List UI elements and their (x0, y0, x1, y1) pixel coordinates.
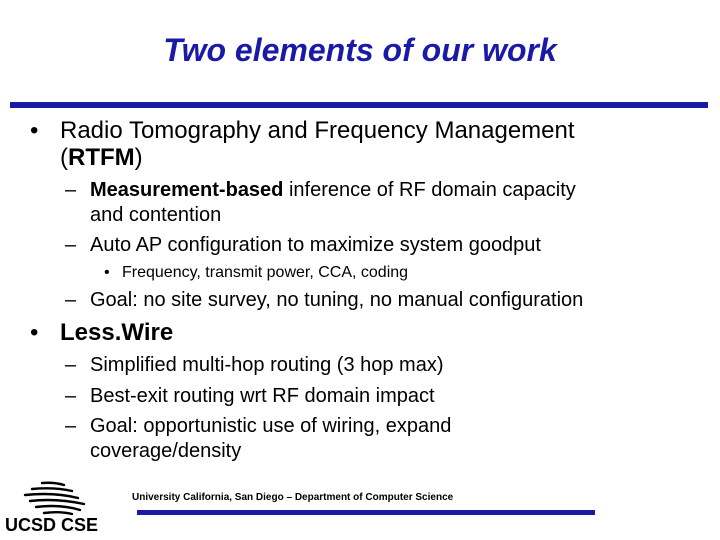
item1-subsub1: Frequency, transmit power, CCA, coding (122, 264, 409, 281)
item1-line2: (RTFM) (60, 144, 143, 171)
logo-text: UCSD CSE (5, 515, 99, 535)
bullet-icon: • (30, 319, 39, 346)
item1-line1: Radio Tomography and Frequency Management (60, 117, 575, 144)
footer-institution: University California, San Diego – Department of Computer Science (132, 492, 454, 503)
bullet-icon: • (104, 264, 110, 281)
item1-sub3: Goal: no site survey, no tuning, no manual configuration (90, 289, 584, 311)
dash-icon: – (65, 179, 77, 201)
dash-icon: – (65, 354, 77, 376)
item1-sub1-cont: and contention (90, 204, 222, 226)
item2-sub1: Simplified multi-hop routing (3 hop max) (90, 354, 444, 376)
dash-icon: – (65, 289, 77, 311)
item2-label: Less.Wire (60, 319, 174, 346)
item2-sub2: Best-exit routing wrt RF domain impact (90, 385, 435, 407)
dash-icon: – (65, 385, 77, 407)
ucsd-logo-icon (20, 480, 90, 516)
dash-icon: – (65, 415, 77, 437)
bullet-icon: • (30, 117, 39, 144)
footer-divider (137, 510, 595, 515)
slide-title: Two elements of our work (163, 32, 557, 68)
item1-sub2: Auto AP configuration to maximize system goodput (90, 234, 541, 256)
title-divider (10, 102, 708, 108)
item1-sub1: Measurement-based inference of RF domain capacity (90, 179, 576, 201)
item2-sub3-cont: coverage/density (90, 440, 242, 462)
dash-icon: – (65, 234, 77, 256)
item2-sub3: Goal: opportunistic use of wiring, expand (90, 415, 452, 437)
